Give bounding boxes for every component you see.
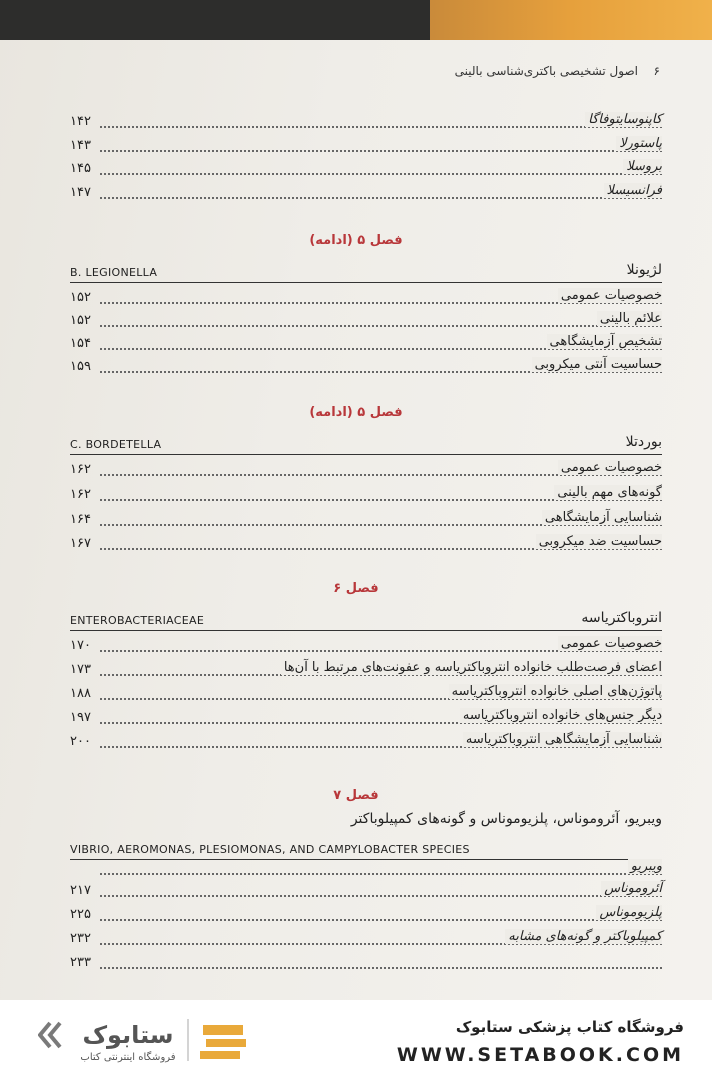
toc-label: ویبریو — [628, 859, 662, 874]
toc-label: دیگر جنس‌های خانواده انتروباکتریاسه — [460, 708, 662, 723]
toc-label: حساسیت ضد میکروبی — [536, 534, 662, 549]
toc-label: خصوصیات عمومی — [558, 288, 662, 303]
leader-dots — [100, 873, 662, 875]
chevron-left-icon — [40, 1023, 60, 1047]
book-stack-icon — [200, 1025, 246, 1059]
chapter-heading: فصل ۵ (ادامه) — [309, 233, 403, 248]
toc-label: اعضای فرصت‌طلب خانواده انتروباکتریاسه و عفونت‌های مرتبط با آن‌ها — [281, 660, 662, 675]
toc-entry — [70, 485, 662, 505]
toc-page: ۲۳۲ — [70, 931, 91, 946]
toc-page: ۱۸۸ — [70, 686, 91, 701]
toc-label: خصوصیات عمومی — [558, 460, 662, 475]
section-title — [70, 430, 662, 455]
toc-label: پلزیوموناس — [596, 905, 662, 920]
toc-entry — [70, 357, 662, 377]
toc-label: آئروموناس — [601, 881, 662, 896]
toc-page: ۱۵۹ — [70, 359, 91, 374]
toc-entry — [70, 905, 662, 925]
toc-page: ۲۲۵ — [70, 907, 91, 922]
toc-label: بروسلا — [623, 159, 662, 174]
toc-page: ۲۳۳ — [70, 955, 91, 970]
toc-page: ۱۷۳ — [70, 662, 91, 677]
page-number: ۶ — [653, 64, 660, 78]
setabook-logo — [38, 1015, 278, 1065]
toc-page: ۱۷۰ — [70, 638, 91, 653]
logo-wordmark: ستابوک — [82, 1021, 174, 1049]
toc-page: ۱۹۷ — [70, 710, 91, 725]
toc-entry — [70, 534, 662, 554]
toc-page: ۱۶۲ — [70, 487, 91, 502]
toc-page: ۱۶۲ — [70, 462, 91, 477]
toc-entry — [70, 636, 662, 656]
toc-label: تشخیص آزمایشگاهی — [547, 334, 662, 349]
toc-entry — [70, 929, 662, 949]
section-title-en: B. LEGIONELLA — [70, 266, 158, 279]
section-title-fa: انتروباکتریاسه — [581, 610, 662, 626]
toc-page: ۱۵۲ — [70, 290, 91, 305]
toc-entry — [70, 881, 662, 901]
leader-dots — [100, 967, 662, 969]
section-title-en: ENTEROBACTERIACEAE — [70, 614, 205, 627]
toc-page: ۱۶۷ — [70, 536, 91, 551]
toc-entry — [70, 136, 662, 156]
section-title — [70, 606, 662, 631]
toc-page: ۱۴۳ — [70, 138, 91, 153]
book-title: اصول تشخیصی باکتری‌شناسی بالینی — [454, 64, 638, 78]
logo-subtext: فروشگاه اینترنتی کتاب — [80, 1052, 176, 1063]
toc-page: ۱۴۷ — [70, 185, 91, 200]
toc-entry — [70, 708, 662, 728]
toc-label: شناسایی آزمایشگاهی انتروباکتریاسه — [463, 732, 662, 747]
toc-page: ۲۰۰ — [70, 734, 91, 749]
section-title-fa: بوردتلا — [625, 434, 662, 450]
section-title-fa: لژیونلا — [626, 262, 662, 278]
toc-entry — [70, 684, 662, 704]
leader-dots — [100, 150, 662, 152]
toc-label: فرانسیسلا — [604, 183, 663, 198]
section-title-en: VIBRIO, AEROMONAS, PLESIOMONAS, AND CAMPYLOBACTER SPECIES — [70, 843, 470, 856]
toc-page: ۱۶۴ — [70, 512, 91, 527]
toc-entry — [70, 460, 662, 480]
toc-label: شناسایی آزمایشگاهی — [542, 510, 662, 525]
toc-entry — [70, 660, 662, 680]
toc-page: ۱۵۴ — [70, 336, 91, 351]
toc-entry — [70, 510, 662, 530]
toc-label: کمپیلوباکتر و گونه‌های مشابه — [505, 929, 662, 944]
section-title-fa: ویبریو، آئروموناس، پلزیوموناس و گونه‌های کمپیلوباکتر — [350, 811, 662, 827]
leader-dots — [100, 197, 662, 199]
shop-name: فروشگاه کتاب پزشکی ستابوک — [455, 1018, 684, 1036]
section-title — [70, 835, 662, 860]
toc-entry — [70, 953, 662, 973]
toc-entry — [70, 183, 662, 203]
toc-entry — [70, 859, 662, 879]
toc-label: خصوصیات عمومی — [558, 636, 662, 651]
chapter-heading: فصل ۷ — [333, 788, 379, 803]
leader-dots — [100, 325, 662, 327]
leader-dots — [100, 895, 662, 897]
section-title — [70, 258, 662, 283]
shop-url[interactable]: WWW.SETABOOK.COM — [396, 1044, 684, 1066]
toc-entry — [70, 732, 662, 752]
chapter-heading: فصل ۶ — [333, 581, 379, 596]
section-title-fa-block — [242, 808, 662, 830]
toc-label: پاتوژن‌های اصلی خانواده انتروباکتریاسه — [449, 684, 662, 699]
toc-entry — [70, 288, 662, 308]
toc-label: گونه‌های مهم بالینی — [554, 485, 662, 500]
section-title-en: C. BORDETELLA — [70, 438, 162, 451]
toc-entry — [70, 334, 662, 354]
leader-dots — [100, 919, 662, 921]
cover-edge-band — [0, 0, 712, 40]
toc-label: حساسیت آنتی میکروبی — [532, 357, 662, 372]
toc-page: ۱۴۵ — [70, 161, 91, 176]
toc-label: کاپنوسایتوفاگا — [585, 112, 662, 127]
toc-label: علائم بالینی — [597, 311, 662, 326]
toc-page: ۱۴۲ — [70, 114, 91, 129]
toc-page: ۲۱۷ — [70, 883, 91, 898]
leader-dots — [100, 173, 662, 175]
chapter-heading: فصل ۵ (ادامه) — [309, 405, 403, 420]
leader-dots — [100, 126, 662, 128]
toc-page: ۱۵۲ — [70, 313, 91, 328]
toc-label: پاستورلا — [616, 136, 662, 151]
toc-entry — [70, 311, 662, 331]
toc-entry — [70, 159, 662, 179]
toc-entry — [70, 112, 662, 132]
